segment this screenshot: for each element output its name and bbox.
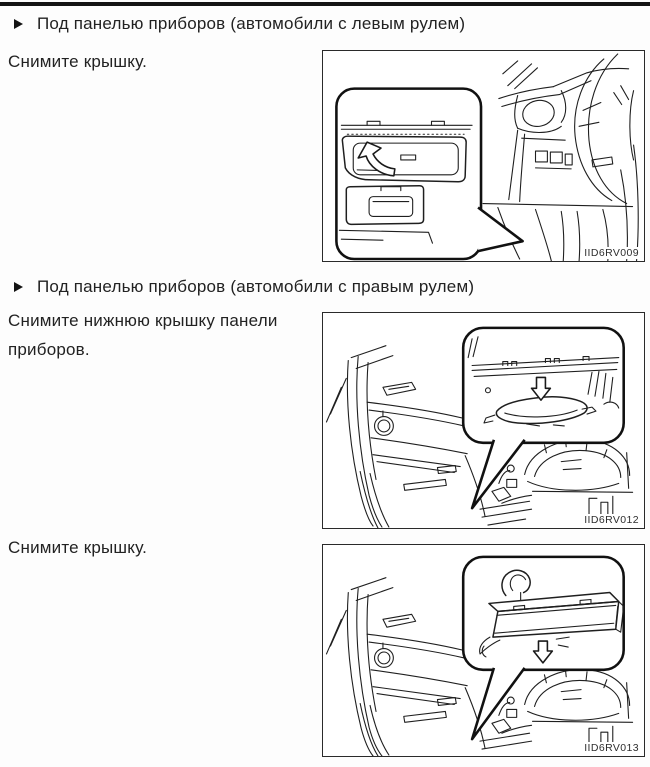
section-heading-text: Под панелью приборов (автомобили с правым рулем) — [37, 277, 475, 296]
callout-bubble — [336, 89, 481, 259]
figure-code-label: IID6RV013 — [581, 742, 639, 754]
step-instruction: Снимите крышку. — [8, 538, 148, 557]
figure-code-label: IID6RV012 — [581, 514, 639, 526]
figure-frame-cover — [322, 544, 645, 757]
top-divider-rule — [0, 2, 650, 6]
right-triangle-bullet-icon — [14, 19, 23, 29]
cover-removal-illustration — [323, 545, 644, 756]
step-instruction: Снимите нижнюю крышку панели приборов. — [8, 311, 278, 359]
figure-frame-underpanel — [322, 312, 645, 529]
underpanel-removal-illustration — [323, 313, 644, 528]
figure-code-label: IID6RV009 — [581, 247, 639, 259]
right-triangle-bullet-icon — [14, 282, 23, 292]
section-heading-text: Под панелью приборов (автомобили с левым рулем) — [37, 14, 466, 33]
step-instruction: Снимите крышку. — [8, 52, 148, 71]
section-heading-right-hand-drive — [14, 277, 474, 297]
figure-frame-glovebox — [322, 50, 645, 262]
glovebox-removal-illustration — [323, 51, 644, 261]
section-heading-left-hand-drive — [14, 14, 465, 34]
